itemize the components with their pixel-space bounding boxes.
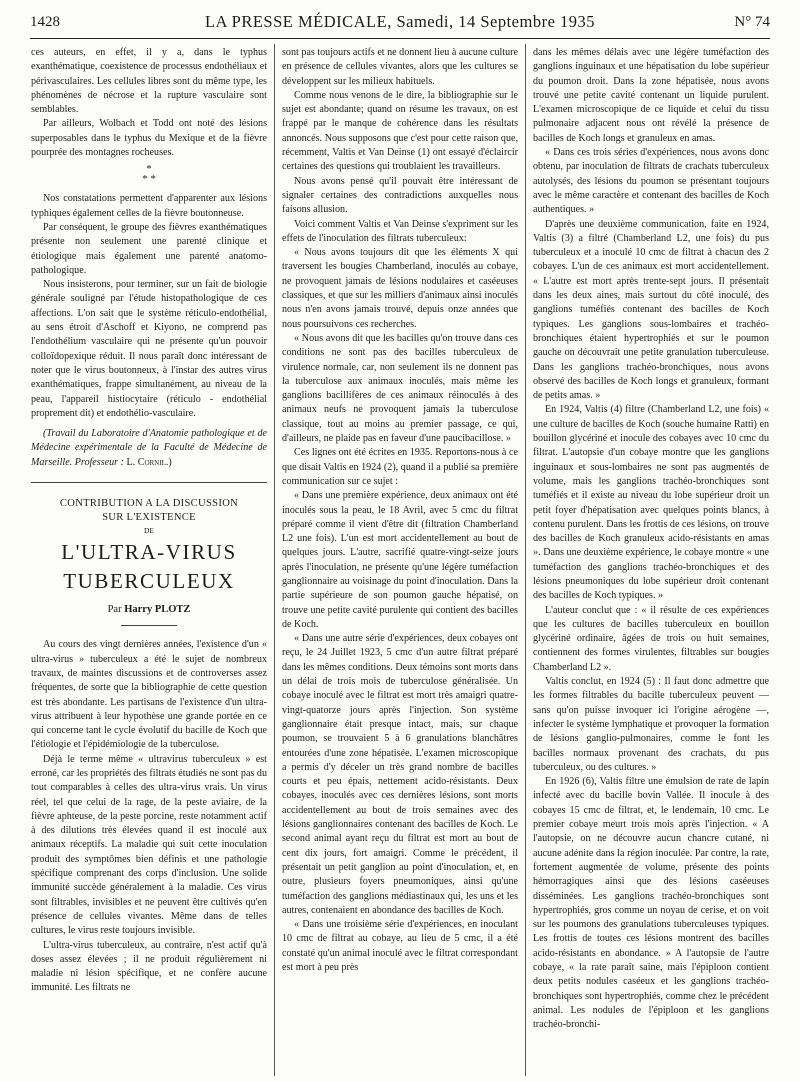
paragraph: Au cours des vingt dernières années, l'existence d'un « ultra-virus » tuberculeux a été le sujet de nombreux travaux, de maintes discussions et de controverses assez fréquentes, de sorte que la bibliographie de cette question est très abondante. Les partisans de l'existence d'un ultra-virus attribuent à leur hypothèse une grande portée en ce qui concerne tant le cycle évolutif du bacille de Koch que l'étiologie et l'épidémiologie de la tuberculose.: [31, 639, 267, 751]
paragraph: Comme nous venons de le dire, la bibliographie sur le sujet est abondante; quand on résume les travaux, on est frappé par le manque de cohérence dans les résultats annoncés. Nous supposons que c'est pour cette raison que, récemment, Valtis et Van Deinse (1) ont essayé d'éclaircir certaines des questions qui troublaient les travailleurs.: [282, 89, 518, 173]
quote-paragraph: « Dans une première expérience, deux animaux ont été inoculés sous la peau, le 18 Avril, avec 5 cmc du filtrat préparé comme il vient d'être dit (filtration Chamberland L2 une fois). L'un est mort accidentellement au bout de quelques jours. L'autre, sacrifié quatre-vingt-seize jours après l'inoculation, ne présente qu'une légère tuméfaction ganglionnaire au voisinage du point d'inoculation. Dans la partie supérieure de son poumon gauche hépatisé, on trouve une petite cavité purulente qui contient des bacilles de Koch.: [282, 490, 518, 630]
asterisk: *: [146, 163, 152, 176]
lab-credit-name: L. Cornil.): [126, 456, 172, 468]
paragraph: Valtis conclut, en 1924 (5) : Il faut donc admettre que les formes filtrables du bacille tuberculeux peuvent — sans qu'on puisse invoquer ici l'origine aérogène —, infecter le système lymphatique et provoquer la formation de lésions ganglio-pulmonaires, comme le font les bacilles normaux provenant des crachats, du pus tuberculeux, ou des cultures. »: [533, 676, 769, 773]
page-header: [30, 8, 770, 39]
column-rule: [525, 44, 526, 1076]
article-heading-line-1: CONTRIBUTION A LA DISCUSSION: [59, 498, 239, 510]
asterisk: * *: [142, 173, 156, 186]
column-rule: [274, 44, 275, 1076]
paragraph: Nous insisterons, pour terminer, sur un fait de biologie générale souligné par l'étude histopathologique de ces affections. L'on sait que le système réticulo-endothélial, au sens étroit d'Aschoff et Kiyono, ne comprend pas l'endothélium vasculaire qui ne présente qu'un pouvoir colloïdopexique réduit. Il nous paraît donc intéressant de noter que le virus boutonneux, à l'instar des autres virus exanthématiques, frappe simultanément, au niveau de la peau, l'appareil histiocytaire (réticulo - endothélial proprement dit) et endothélio-vasculaire.: [31, 279, 267, 419]
paragraph: Déjà le terme même « ultravirus tuberculeux » est erroné, car les propriétés des filtrats étudiés ne sont pas du tout comparables à celles des ultra-virus vrais. Un virus réel, tel que celui de la rage, de la peste aviaire, de la fièvre aphteuse, de la peste porcine, reste notamment actif à des dilutions très élevées quand il est inoculé aux animaux réceptifs. La maladie qui suit cette inoculation produit des symptômes bien définis et une pathologie spécifique comprenant des corps d'inclusion. Une solide immunité succède généralement à la maladie. Ces virus sont filtrables, invisibles et ne peuvent être cultivés qu'en présence de cellules vivantes. Même dans de telles cultures, le virus reste toujours invisible.: [31, 753, 267, 937]
paragraph: D'après une deuxième communication, faite en 1924, Valtis (3) a filtré (Chamberland L2, une fois) du pus tuberculeux et a inoculé 10 cmc de filtrat à chacun des 2 cobayes. L'un de ces animaux est mort accidentellement. « L'autre est mort après trente-sept jours. Il présentait dans les deux aines, mais surtout du côté inoculé, des ganglions tuméfiés contenant des bacilles de Koch typiques. Les ganglions sous-lombaires et trachéo-bronchiques étaient hypertrophiés et sur le poumon gauche on découvrait une petite granulation tuberculeuse. Dans les ganglions trachéo-bronchiques, nous avons observé des bacilles de Koch longs et granuleux, formant de petits amas. »: [533, 218, 769, 402]
paragraph: L'ultra-virus tuberculeux, au contraire, n'est actif qu'à doses assez élevées ; il ne produit régulièrement ni maladie ni lésion spécifique, et ne confère aucune immunité. Les filtrats ne: [31, 939, 267, 994]
quote-paragraph: « Dans une autre série d'expériences, deux cobayes ont reçu, le 24 Juillet 1923, 5 cmc d'un autre filtrat préparé dans les mêmes conditions. Deux témoins sont morts dans un délai de trois mois de tuberculose généralisée. Un cobaye inoculé avec le filtrat est mort très amaigri quatre-vingt-quatorze jours après l'injection. Son système ganglionnaire était presque intact, mais, sur chaque poumon, se trouvaient 5 à 6 granulations blanchâtres entourées d'une zone hépatisée. L'examen microscopique a permis d'y déceler un très grand nombre de bacilles courts et peu épais, nettement acido-résistants. Deux cobayes, inoculés avec ces dernières lésions, sont morts accidentellement au bout de trois semaines avec des lésions ganglionnaires contenant des bacilles de Koch. Le second animal ayant reçu du filtrat est mort au bout de cent dix jours, fort amaigri. Comme le précédent, il présentait un petit ganglion au point d'inoculation, et, en outre, plusieurs foyers pneumoniques, ainsi qu'une tuméfaction des ganglions médiastinaux qui, les uns et les autres, contenaient en abondance des bacilles de Koch.: [282, 633, 518, 916]
journal-title: LA PRESSE MÉDICALE, Samedi, 14 Septembre 1935: [204, 12, 596, 31]
column-2: [282, 46, 518, 1076]
paragraph: Voici comment Valtis et Van Deinse s'expriment sur les effets de l'inoculation des filtrats tuberculeux:: [282, 218, 518, 244]
paragraph: Nos constatations permettent d'apparenter aux lésions typhiques également celles de la fièvre boutonneuse.: [31, 193, 267, 219]
paragraph: dans les mêmes délais avec une légère tuméfaction des ganglions inguinaux et une hépatisation du lobe supérieur du poumon droit. Dans la zone hépatisée, nous avons trouvé une petite cavité contenant un liquide purulent. L'examen microscopique de ce liquide et celui du tissu pulmonaire adjacent nous ont révélé la présence de bacilles de Koch longs et granuleux en amas.: [533, 47, 769, 144]
article-author: [31, 603, 267, 617]
paragraph: Par conséquent, le groupe des fièvres exanthématiques présente non seulement une parenté clinique et étiologique mais également une parenté anatomo-pathologique.: [31, 221, 267, 276]
author-rule: [121, 625, 177, 626]
paragraph: Nous avons pensé qu'il pouvait être intéressant de signaler certaines des contradictions auxquelles nous faisons allusion.: [282, 175, 518, 216]
quote-paragraph: « Nous avons dit que les bacilles qu'on trouve dans ces conditions ne sont pas des bacilles tuberculeux de virulence normale, car, non seulement ils ne donnent pas la tuberculose aux animaux inoculés, mais même les ganglions bacillifères de ces animaux réinoculés à des animaux neufs ne provoquent jamais la tuberculose classique, tout au moins au premier passage, ce qui, d'ailleurs, ne plaide pas en faveur d'une paucibacillose. »: [282, 332, 518, 445]
quote-paragraph: « Nous avons toujours dit que les éléments X qui traversent les bougies Chamberland, inoculés au cobaye, ne provoquent jamais de lésions nodulaires et caséeuses classiques, et que sur les milliers d'animaux ainsi inoculés nous n'en avons jamais trouvé, depuis onze années que nous poursuivons ces recherches.: [282, 247, 518, 330]
lab-credit: [31, 427, 267, 470]
quote-paragraph: « Dans une troisième série d'expériences, en inoculant 10 cmc de filtrat au cobaye, au lieu de 5 cmc, il a été constaté qu'un animal inoculé avec le filtrat correspondant est mort à peu près: [282, 919, 518, 973]
paragraph: ces auteurs, en effet, il y a, dans le typhus exanthématique, coexistence de processus endothéliaux et périvasculaires. Les cellules libres sont du même type, les phénomènes de nécrose et la rupture vasculaire sont semblables.: [31, 47, 267, 116]
article-divider: [31, 482, 267, 483]
paragraph: En 1924, Valtis (4) filtre (Chamberland L2, une fois) « une culture de bacilles de Koch (souche humaine Ratti) en bouillon glycériné et inocule des cobayes avec 10 cmc du filtrat. L'autopsie d'un cobaye montre que les ganglions inguinaux et sous-lombaires ne sont pas augmentés de volume, mais les ganglions trachéo-bronchiques sont tuméfiés et il existe au niveau du lobe supérieur droit un petit foyer d'hépatisation avec quelques points blancs, à contenu purulent. Dans les frottis de ces lésions, on trouve des bacilles de Koch granuleux acido-résistants en amas ». Dans une deuxième expérience, le cobaye montre « une tuméfaction des ganglions trachéo-bronchiques et des lésions pneumoniques du lobe supérieur droit contenant des bacilles de Koch typiques. »: [533, 404, 769, 602]
quote-paragraph: « Dans ces trois séries d'expériences, nous avons donc obtenu, par inoculation de filtrats de crachats tuberculeux autolysés, des lésions du poumon se présentant toujours avec le même caractère et contenant des bacilles de Koch authentiques. »: [533, 147, 769, 216]
paragraph: Ces lignes ont été écrites en 1935. Reportons-nous à ce que disait Valtis en 1924 (2), quand il a publié sa première communication sur ce sujet :: [282, 447, 518, 487]
issue-number: N° 74: [734, 14, 770, 30]
column-1: [31, 46, 267, 1076]
paragraph: Par ailleurs, Wolbach et Todd ont noté des lésions superposables dans le typhus du Mexique et de la fièvre pourprée des montagnes rocheuses.: [31, 118, 267, 159]
lab-credit-text: (Travail du Laboratoire d'Anatomie pathologique et de Médecine expérimentale de la Faculté de Médecine de Marseille. Professeur :: [31, 428, 267, 468]
paragraph: L'auteur conclut que : « il résulte de ces expériences que les cultures de bacilles tuberculeux en bouillon glycériné ordinaire, âgées de trois ou huit semaines, contiennent des formes virulentes, filtrables sur bougies Chamberland L2 ».: [533, 604, 769, 673]
column-3: [533, 46, 769, 1076]
article-title-line-2: TUBERCULEUX: [63, 569, 235, 594]
article-heading-de: DE: [144, 526, 154, 536]
article-heading-line-2: SUR L'EXISTENCE: [102, 512, 196, 524]
author-prefix: Par: [107, 604, 122, 616]
section-separator: [31, 164, 267, 184]
paragraph: sont pas toujours actifs et ne donnent lieu à aucune culture en présence de cellules vivantes, alors que les cultures se développent sur les milieux habituels.: [282, 47, 518, 87]
page-number: 1428: [30, 14, 60, 30]
author-name: Harry PLOTZ: [124, 604, 191, 616]
article-title-line-1: L'ULTRA-VIRUS: [61, 540, 237, 565]
paragraph: En 1926 (6), Valtis filtre une émulsion de rate de lapin infecté avec du bacille bovin Vallée. Il inocule à des cobayes 15 cmc de filtrat, et, le lendemain, 10 cmc. Le premier cobaye meurt trois mois après l'injection. « A l'autopsie, on ne découvre aucun chancre cutané, ni aucune adénite dans la région inoculée. Par contre, la rate, fortement augmentée de volume, présente des points hémorragiques ainsi que des lésions caséeuses disséminées. Les ganglions trachéo-bronchiques sont hypertrophiés, gros comme un noyau de cerise, et on voit sur les poumons des granulations tuberculeuses typiques. Les frottis de toutes ces lésions montrent des bacilles acido-résistants en abondance. » A l'autopsie de l'autre cobaye, « la rate paraît saine, mais l'épiploon contient deux petits nodules caséeux et les ganglions trachéo-bronchiques sont hypertrophiés, comme chez le précédent animal. Les nodules de l'épiploon et les ganglions trachéo-bronchi-: [533, 776, 769, 1031]
